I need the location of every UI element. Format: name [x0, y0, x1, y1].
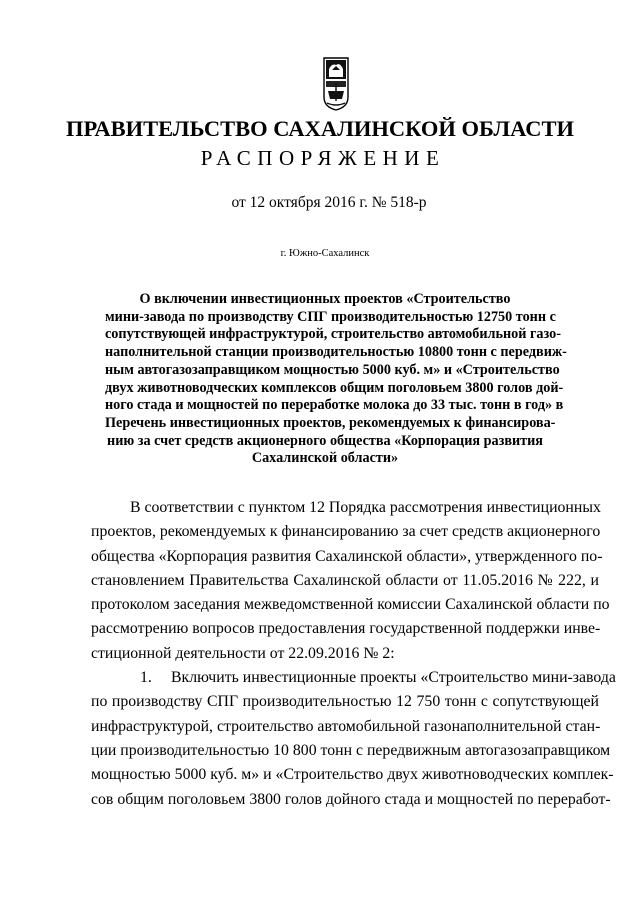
item-line: по производству СПГ производительностью 12 750 тонн с сопутствующей: [91, 693, 599, 711]
heading-line: Сахалинской области»: [251, 450, 399, 467]
heading-line: мини-завода по производству СПГ производительностью 12750 тонн с: [105, 308, 556, 325]
sakhalin-coat-of-arms-emblem: [323, 57, 349, 111]
heading-line: О включении инвестиционных проектов «Строительство: [139, 291, 511, 307]
document-heading: [105, 291, 567, 468]
item-line: ции производительностью 10 800 тонн с передвижным автогазозаправщиком: [91, 741, 611, 759]
preamble-line: проектов, рекомендуемых к финансированию за счет средств акционерного: [91, 523, 601, 541]
heading-line: наполнительной станции производительностью 10800 тонн с передвиж-: [105, 344, 567, 361]
heading-line: сопутствующей инфраструктурой, строительство автомобильной газо-: [105, 326, 561, 343]
government-title: ПРАВИТЕЛЬСТВО САХАЛИНСКОЙ ОБЛАСТИ: [65, 116, 575, 141]
item-line: сов общим поголовьем 3800 голов дойного стада и мощностей по переработ-: [91, 790, 611, 808]
preamble-line: В соответствии с пунктом 12 Порядка рассмотрения инвестиционных: [130, 499, 601, 516]
heading-line: ного стада и мощностей по переработке молока до 33 тыс. тонн в год» в: [105, 397, 564, 414]
document-body: [91, 496, 616, 812]
heading-line: ным автогазозаправщиком мощностью 5000 куб. м» и «Строительство: [105, 361, 560, 378]
heading-line: двух животноводческих комплексов общим поголовьем 3800 голов дой-: [105, 379, 564, 396]
document-city: г. Южно-Сахалинск: [280, 248, 370, 259]
preamble-line: стиционной деятельности от 22.09.2016 № 2:: [91, 644, 395, 662]
item-1-first-line: [91, 666, 616, 690]
item-line: инфраструктурой, строительство автомобильной газонаполнительной стан-: [91, 717, 601, 735]
item-number: 1.: [140, 669, 152, 687]
item-line: Включить инвестиционные проекты «Строительство мини-завода: [171, 669, 616, 687]
preamble-line: протоколом заседания межведомственной комиссии Сахалинской области по: [91, 596, 610, 614]
heading-line: Перечень инвестиционных проектов, рекомендуемых к финансирова-: [105, 414, 556, 431]
item-line: мощностью 5000 куб. м» и «Строительство двух животноводческих комплек-: [91, 766, 614, 784]
preamble-line: становлением Правительства Сахалинской области от 11.05.2016 № 222, и: [91, 571, 599, 589]
document-date-number: от 12 октября 2016 г. № 518-р: [231, 194, 427, 211]
preamble-line: рассмотрению вопросов предоставления государственной поддержки инве-: [91, 620, 601, 638]
heading-line: нию за счет средств акционерного общества «Корпорация развития: [107, 432, 543, 449]
document-type: РАСПОРЯЖЕНИЕ: [200, 146, 446, 170]
preamble-line: общества «Корпорация развития Сахалинской области», утвержденного по-: [91, 547, 603, 565]
